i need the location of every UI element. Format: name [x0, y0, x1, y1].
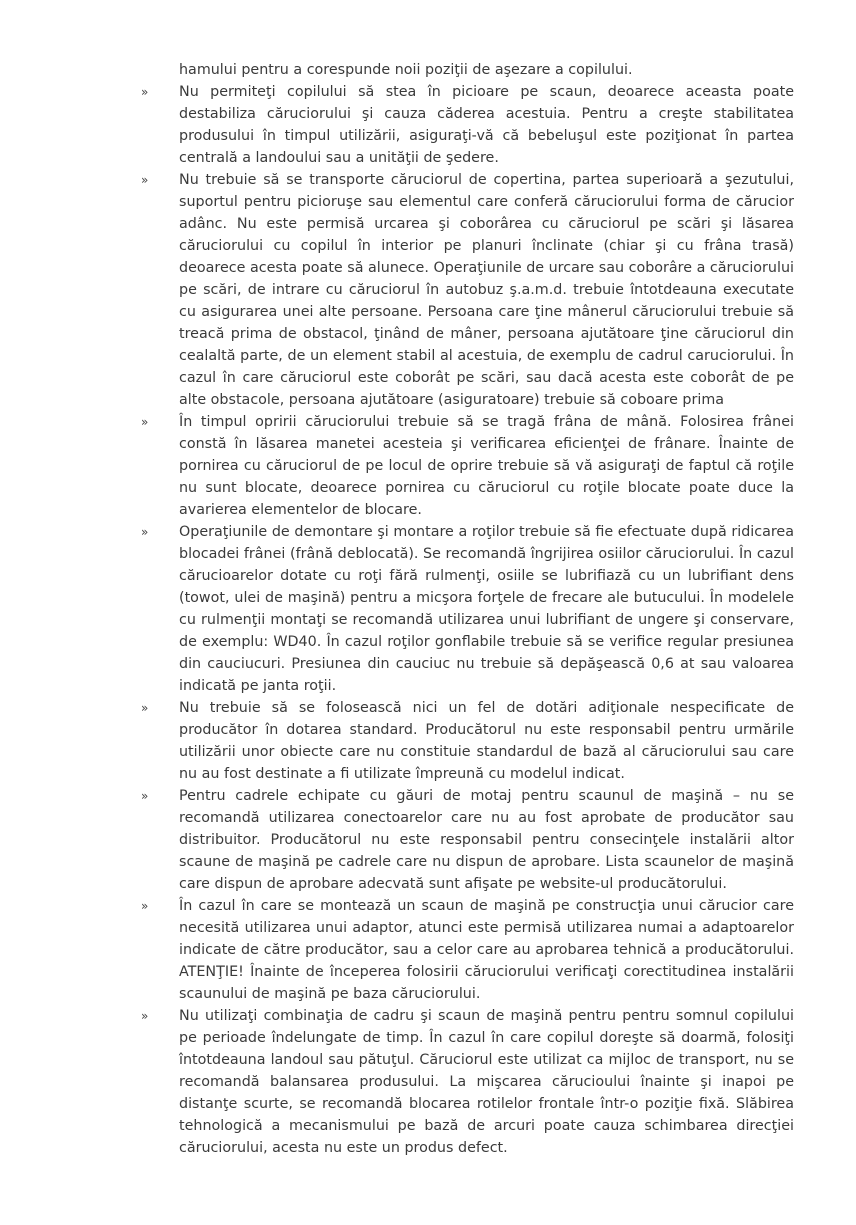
list-item [141, 697, 794, 785]
list-item [141, 169, 794, 411]
list-item [141, 895, 794, 1005]
bullet-marker: » [141, 415, 149, 429]
bullet-marker: » [141, 173, 149, 187]
bullet-marker: » [141, 789, 149, 803]
list-item-text: hamului pentru a corespunde noii poziţii de aşezare a copilului. [179, 62, 633, 78]
bullet-marker: » [141, 525, 149, 539]
list-item [141, 411, 794, 521]
list-item-text: Operaţiunile de demontare şi montare a roţilor trebuie să fie efectuate după ridicarea blocadei frânei (frână deblocată). Se recomandă îngrijirea osiilor căruciorului. În cazul cărucioarelor dotate cu roţi fără rulmenţi, osiile se lubrifiază cu un lubrifiant dens (towot, ulei de maşină) pentru a micşora forţele de frecare ale butucului. În modelele cu rulmenţii montaţi se recomandă utilizarea unui lubrifiant de ungere şi conservare, de exemplu: WD40. În cazul roţilor gonflabile trebuie să se verifice regular presiunea din cauciucuri. Presiunea din cauciuc nu trebuie să depăşească 0,6 at sau valoarea indicată pe janta roţii. [179, 524, 794, 694]
list-item-text: Nu trebuie să se folosească nici un fel de dotări adiţionale nespecificate de producător în dotarea standard. Producătorul nu este responsabil pentru urmările utilizării unor obiecte care nu constituie standardul de bază al căruciorului sau care nu au fost destinate a fi utilizate împreună cu modelul indicat. [179, 700, 794, 782]
list-item-text: Nu trebuie să se transporte căruciorul de copertina, partea superioară a şezutului, suportul pentru picioruşe sau elementul care conferă căruciorului forma de cărucior adânc. Nu este permisă urcarea şi coborârea cu căruciorul pe scări şi lăsarea căruciorului cu copilul în interior pe planuri înclinate (chiar şi cu frâna trasă) deoarece acesta poate să alunece. Operaţiunile de urcare sau coborâre a căruciorului pe scări, de intrare cu căruciorul în autobuz ş.a.m.d. trebuie întotdeauna executate cu asigurarea unei alte persoane. Persoana care ţine mânerul căruciorului trebuie să treacă prima de obstacol, ţinând de mâner, persoana ajutătoare ţine căruciorul din cealaltă parte, de un element stabil al acestuia, de exemplu de cadrul caruciorului. În cazul în care căruciorul este coborât pe scări, sau dacă acesta este coborât de pe alte obstacole, persoana ajutătoare (asiguratoare) trebuie să coboare prima [179, 172, 794, 408]
bullet-marker: » [141, 1009, 149, 1023]
list-item-text: În cazul în care se montează un scaun de maşină pe construcţia unui cărucior care necesită utilizarea unui adaptor, atunci este permisă utilizarea numai a adaptoarelor indicate de către producător, sau a celor care au aprobarea tehnică a producătorului. ATENŢIE! Înainte de începerea folosirii căruciorului verificaţi corectitudinea instalării scaunului de maşină pe baza căruciorului. [179, 898, 794, 1002]
list-item-text: Pentru cadrele echipate cu găuri de motaj pentru scaunul de maşină – nu se recomandă utilizarea conectoarelor care nu au fost aprobate de producător sau distribuitor. Producătorul nu este responsabil pentru consecinţele instalării altor scaune de maşină pe cadrele care nu dispun de aprobare. Lista scaunelor de maşină care dispun de aprobare adecvată sunt afişate pe website-ul producătorului. [179, 788, 794, 892]
list-item [141, 81, 794, 169]
list-item [141, 1005, 794, 1159]
bullet-marker: » [141, 899, 149, 913]
list-item-text: Nu permiteţi copilului să stea în picioare pe scaun, deoarece aceasta poate destabiliza căruciorului şi cauza căderea acestuia. Pentru a creşte stabilitatea produsului în timpul utilizării, asiguraţi-vă că bebeluşul este poziţionat în partea centrală a landoului sau a unităţii de şedere. [179, 84, 794, 166]
list-item [141, 785, 794, 895]
list-item [141, 521, 794, 697]
list-item-text: Nu utilizaţi combinaţia de cadru şi scaun de maşină pentru pentru somnul copilului pe perioade îndelungate de timp. În cazul în care copilul doreşte să doarmă, folosiţi întotdeauna landoul sau pătuţul. Căruciorul este utilizat ca mijloc de transport, nu se recomandă balansarea produsului. La mişcarea cărucioului înainte şi inapoi pe distanţe scurte, se recomandă blocarea rotilelor frontale într-o poziţie fixă. Slăbirea tehnologică a mecanismului pe bază de arcuri poate cauza schimbarea direcţiei căruciorului, acesta nu este un produs defect. [179, 1008, 794, 1156]
bullet-marker: » [141, 85, 149, 99]
list-item-continuation [141, 59, 794, 81]
instructions-list [141, 59, 794, 1159]
bullet-marker: » [141, 701, 149, 715]
list-item-text: În timpul opririi căruciorului trebuie să se tragă frâna de mână. Folosirea frânei constă în lăsarea manetei acesteia şi verificarea eficienţei de frânare. Înainte de pornirea cu căruciorul de pe locul de oprire trebuie să vă asiguraţi de faptul că roţile nu sunt blocate, deoarece pornirea cu căruciorul cu roţile blocate poate duce la avarierea elementelor de blocare. [179, 414, 794, 518]
